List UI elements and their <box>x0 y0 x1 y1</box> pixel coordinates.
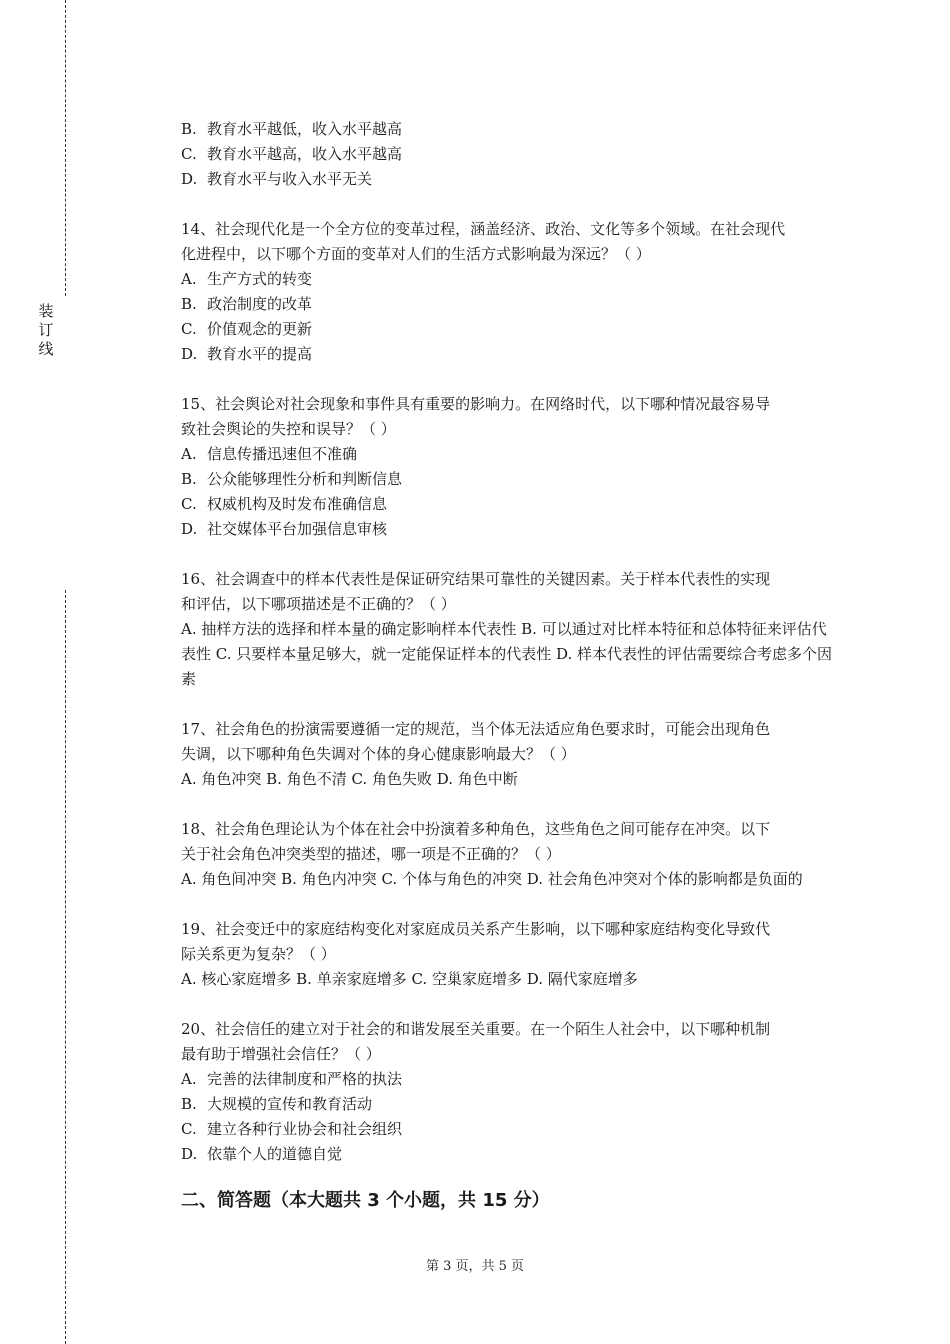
option-d: D. 教育水平的提高 <box>181 345 313 363</box>
question-13-options-continued <box>181 117 841 192</box>
question-text-line: 最有助于增强社会信任？（ ） <box>181 1045 381 1063</box>
question-text-line: 和评估，以下哪项描述是不正确的？（ ） <box>181 595 456 613</box>
option-d: D. 教育水平与收入水平无关 <box>181 170 373 188</box>
question-text-line: 19、社会变迁中的家庭结构变化对家庭成员关系产生影响，以下哪种家庭结构变化导致代 <box>181 920 771 938</box>
question-14 <box>181 217 841 367</box>
options-paragraph: A. 抽样方法的选择和样本量的确定影响样本代表性 B. 可以通过对比样本特征和总体特征来评估代表性 C. 只要样本量足够大，就一定能保证样本的代表性 D. 样本代表性的评估需要综合考虑多个因素 <box>181 620 833 688</box>
option-a: A. 信息传播迅速但不准确 <box>181 445 358 463</box>
option-b: B. 公众能够理性分析和判断信息 <box>181 470 403 488</box>
question-15 <box>181 392 841 542</box>
option-c: C. 权威机构及时发布准确信息 <box>181 495 388 513</box>
options-paragraph: A. 角色冲突 B. 角色不清 C. 角色失败 D. 角色中断 <box>181 770 518 788</box>
option-c: C. 建立各种行业协会和社会组织 <box>181 1120 403 1138</box>
question-text-line: 失调，以下哪种角色失调对个体的身心健康影响最大？（ ） <box>181 745 576 763</box>
question-17 <box>181 717 841 792</box>
option-b: B. 大规模的宣传和教育活动 <box>181 1095 373 1113</box>
option-b: B. 政治制度的改革 <box>181 295 313 313</box>
question-text-line: 18、社会角色理论认为个体在社会中扮演着多种角色，这些角色之间可能存在冲突。以下 <box>181 820 771 838</box>
options-paragraph: A. 核心家庭增多 B. 单亲家庭增多 C. 空巢家庭增多 D. 隔代家庭增多 <box>181 970 638 988</box>
question-text-line: 15、社会舆论对社会现象和事件具有重要的影响力。在网络时代，以下哪种情况最容易导 <box>181 395 771 413</box>
exam-content <box>181 117 841 1215</box>
binding-label: 装订线 <box>38 302 54 358</box>
option-c: C. 价值观念的更新 <box>181 320 313 338</box>
section-title-short-answer: 二、简答题（本大题共 3 个小题，共 15 分） <box>181 1190 550 1211</box>
question-text-line: 致社会舆论的失控和误导？（ ） <box>181 420 396 438</box>
question-text-line: 16、社会调查中的样本代表性是保证研究结果可靠性的关键因素。关于样本代表性的实现 <box>181 570 771 588</box>
binding-line-bottom <box>65 590 66 1344</box>
binding-line-top <box>65 0 66 296</box>
question-text-line: 17、社会角色的扮演需要遵循一定的规范，当个体无法适应角色要求时，可能会出现角色 <box>181 720 771 738</box>
option-a: A. 生产方式的转变 <box>181 270 313 288</box>
option-d: D. 依靠个人的道德自觉 <box>181 1145 343 1163</box>
option-a: A. 完善的法律制度和严格的执法 <box>181 1070 403 1088</box>
option-b: B. 教育水平越低，收入水平越高 <box>181 120 403 138</box>
question-20 <box>181 1017 841 1167</box>
question-text-line: 关于社会角色冲突类型的描述，哪一项是不正确的？（ ） <box>181 845 561 863</box>
option-d: D. 社交媒体平台加强信息审核 <box>181 520 388 538</box>
option-c: C. 教育水平越高，收入水平越高 <box>181 145 403 163</box>
question-text-line: 14、社会现代化是一个全方位的变革过程，涵盖经济、政治、文化等多个领域。在社会现代 <box>181 220 786 238</box>
question-text-line: 化进程中，以下哪个方面的变革对人们的生活方式影响最为深远？（ ） <box>181 245 651 263</box>
question-16 <box>181 567 841 692</box>
question-text-line: 际关系更为复杂？（ ） <box>181 945 336 963</box>
options-paragraph: A. 角色间冲突 B. 角色内冲突 C. 个体与角色的冲突 D. 社会角色冲突对个体的影响都是负面的 <box>181 870 803 888</box>
question-18 <box>181 817 841 892</box>
question-text-line: 20、社会信任的建立对于社会的和谐发展至关重要。在一个陌生人社会中，以下哪种机制 <box>181 1020 771 1038</box>
page-footer: 第 3 页，共 5 页 <box>425 1259 525 1274</box>
question-19 <box>181 917 841 992</box>
